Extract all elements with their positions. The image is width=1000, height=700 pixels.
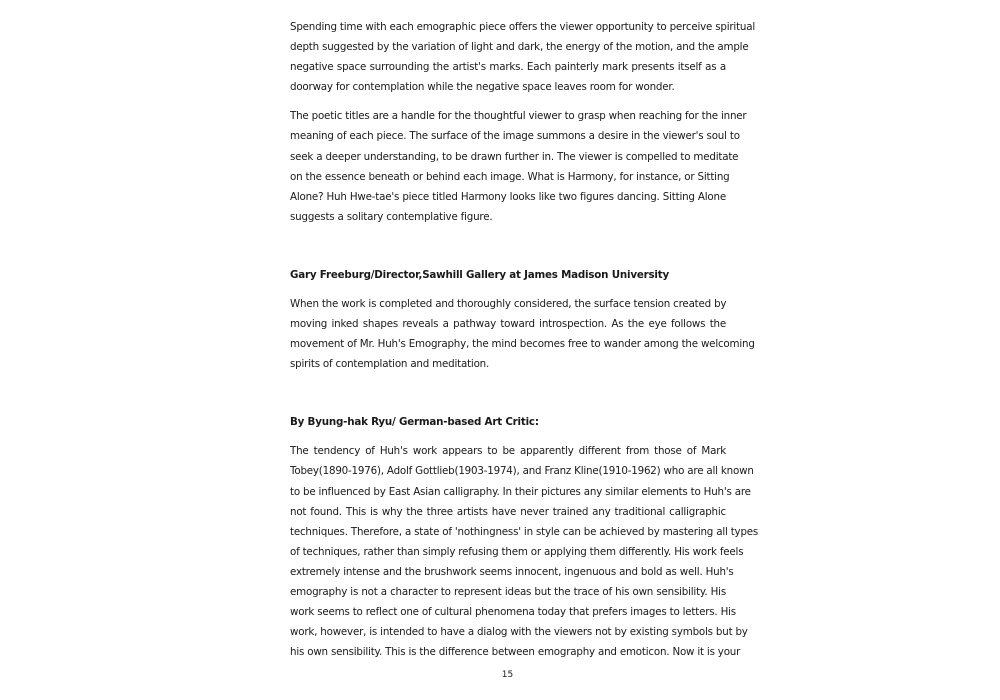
text-line: The poetic titles are a handle for the thoughtful viewer to grasp when reaching for the inner xyxy=(290,110,747,123)
paragraph-tendency xyxy=(290,441,759,662)
paragraph-poetic-titles xyxy=(290,106,747,227)
text-line: movement of Mr. Huh's Emography, the mind becomes free to wander among the welcoming xyxy=(290,338,755,351)
text-line: to be influenced by East Asian calligraphy. In their pictures any similar elements to Huh's are xyxy=(290,485,751,498)
text-line: seek a deeper understanding, to be drawn further in. The viewer is compelled to meditate xyxy=(290,150,739,163)
text-line: moving inked shapes reveals a pathway toward introspection. As the eye follows the xyxy=(290,318,726,331)
text-line: meaning of each piece. The surface of the image summons a desire in the viewer's soul to xyxy=(290,130,740,143)
heading-byung-hak-ryu: By Byung-hak Ryu/ German-based Art Critic: xyxy=(290,416,539,429)
text-line: When the work is completed and thoroughly considered, the surface tension created by xyxy=(290,297,727,310)
text-line: techniques. Therefore, a state of 'nothingness' in style can be achieved by mastering all types xyxy=(290,525,759,538)
paragraph-surface-tension xyxy=(290,294,755,374)
heading-gary-freeburg: Gary Freeburg/Director,Sawhill Gallery at James Madison University xyxy=(290,268,669,281)
paragraph-spending-time xyxy=(290,17,756,97)
text-line: depth suggested by the variation of light and dark, the energy of the motion, and the ample xyxy=(290,41,749,54)
text-line: doorway for contemplation while the negative space leaves room for wonder. xyxy=(290,81,675,94)
text-line: his own sensibility. This is the difference between emography and emoticon. Now it is your xyxy=(290,646,741,659)
text-line: not found. This is why the three artists have never trained any traditional calligraphic xyxy=(290,505,726,518)
text-line: suggests a solitary contemplative figure. xyxy=(290,210,493,223)
text-line: spirits of contemplation and meditation. xyxy=(290,358,490,371)
text-line: work, however, is intended to have a dialog with the viewers not by existing symbols but by xyxy=(290,626,748,639)
text-line: extremely intense and the brushwork seems innocent, ingenuous and bold as well. Huh's xyxy=(290,565,734,578)
text-line: Tobey(1890-1976), Adolf Gottlieb(1903-1974), and Franz Kline(1910-1962) who are all known xyxy=(290,465,754,478)
text-line: on the essence beneath or behind each image. What is Harmony, for instance, or Sitting xyxy=(290,170,730,183)
text-column xyxy=(290,17,759,662)
text-line: Spending time with each emographic piece offers the viewer opportunity to perceive spiritual xyxy=(290,21,756,33)
text-line: The tendency of Huh's work appears to be apparently different from those of Mark xyxy=(290,445,726,458)
text-line: Alone? Huh Hwe-tae's piece titled Harmony looks like two figures dancing. Sitting Alone xyxy=(290,190,726,203)
page-number: 15 xyxy=(501,670,514,680)
text-line: work seems to reflect one of cultural phenomena today that prefers images to letters. His xyxy=(290,606,736,619)
text-line: emography is not a character to represent ideas but the trace of his own sensibility. His xyxy=(290,585,726,598)
text-line: negative space surrounding the artist's marks. Each painterly mark presents itself as a xyxy=(290,61,726,74)
text-line: of techniques, rather than simply refusing them or applying them differently. His work feels xyxy=(290,545,744,558)
